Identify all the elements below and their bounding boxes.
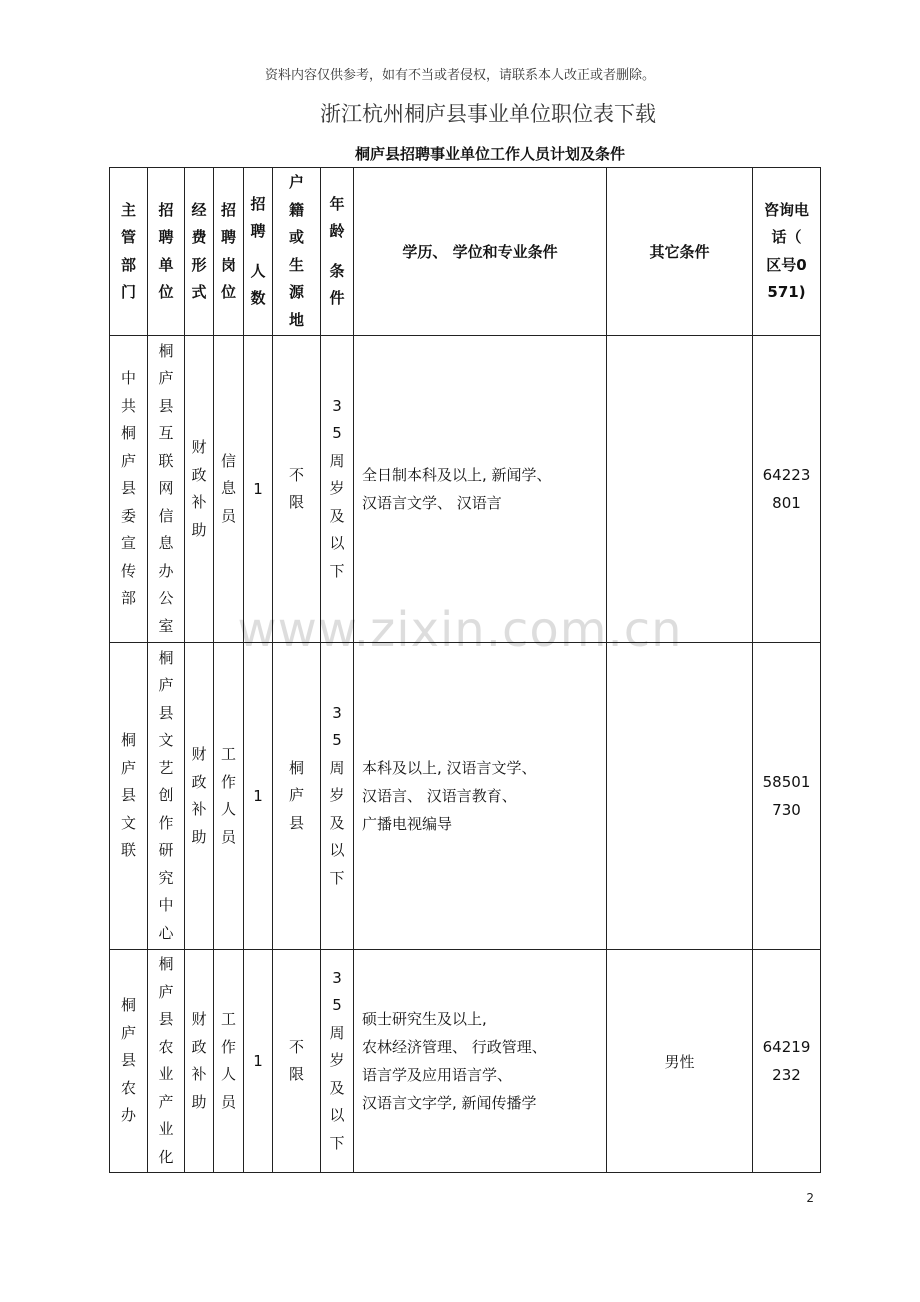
char: 门 <box>120 283 136 301</box>
char: 共 <box>120 396 136 415</box>
char: 补 <box>191 493 207 511</box>
other-cell <box>607 643 753 950</box>
header-age <box>321 168 354 336</box>
char: 周 <box>329 451 345 470</box>
char: 主 <box>120 200 136 219</box>
char: 岁 <box>329 786 345 805</box>
char: 信 <box>158 506 174 525</box>
char: 员 <box>220 1092 236 1111</box>
char: 单 <box>158 255 174 274</box>
text-line: 汉语言文字学, 新闻传播学 <box>362 1094 537 1112</box>
char: 招 <box>220 200 236 219</box>
watermark: www.zixin.com.cn <box>237 602 683 658</box>
char: 3 <box>332 703 342 722</box>
dept-cell <box>110 950 148 1173</box>
char: 形 <box>191 255 207 274</box>
char: 庐 <box>288 786 304 805</box>
char: 岁 <box>329 1051 345 1070</box>
char: 费 <box>191 228 207 246</box>
char: 周 <box>329 758 345 777</box>
char: 管 <box>120 228 136 246</box>
char: 联 <box>158 451 174 470</box>
char: 及 <box>329 1078 345 1097</box>
char: 招 <box>158 200 174 219</box>
post-cell <box>214 643 244 950</box>
char: 县 <box>120 1051 136 1070</box>
text-line: 农林经济管理、 行政管理、 <box>362 1038 547 1056</box>
text-line: 话（ <box>771 228 802 246</box>
char: 3 <box>332 396 342 415</box>
char: 庐 <box>158 676 174 695</box>
char: 办 <box>120 1106 136 1125</box>
funding-cell <box>185 643 214 950</box>
text-line: 全日制本科及以上, 新闻学、 <box>362 466 552 484</box>
text-line: 58501 <box>762 773 811 791</box>
char: 员 <box>220 827 236 846</box>
char: 5 <box>332 731 342 750</box>
phone-cell <box>753 336 821 643</box>
char: 息 <box>220 479 236 498</box>
char: 数 <box>250 289 266 307</box>
age-cell <box>321 950 354 1173</box>
char: 户 <box>288 173 304 191</box>
char: 财 <box>191 438 207 456</box>
count-cell: 1 <box>244 950 273 1173</box>
char: 县 <box>120 479 136 498</box>
char: 5 <box>332 424 342 443</box>
char: 政 <box>191 772 207 791</box>
other-cell: 男性 <box>607 950 753 1173</box>
char: 或 <box>288 228 304 246</box>
phone-cell <box>753 950 821 1173</box>
count-cell: 1 <box>244 336 273 643</box>
header-dept <box>110 168 148 336</box>
char: 桐 <box>120 996 136 1015</box>
char: 农 <box>120 1078 136 1097</box>
char: 艺 <box>158 758 174 777</box>
char: 籍 <box>288 200 304 219</box>
char: 中 <box>158 896 174 915</box>
page-title: 浙江杭州桐庐县事业单位职位表下载 <box>320 102 656 126</box>
origin-cell <box>273 336 321 643</box>
char: 件 <box>329 289 345 307</box>
char: 创 <box>158 786 174 805</box>
char: 及 <box>329 506 345 525</box>
char: 补 <box>191 1065 207 1083</box>
header-unit <box>148 168 185 336</box>
char: 信 <box>220 451 236 470</box>
char: 政 <box>191 1037 207 1056</box>
char: 办 <box>158 561 174 580</box>
char: 不 <box>288 1037 304 1056</box>
char: 生 <box>288 255 304 274</box>
char: 限 <box>288 493 304 511</box>
post-cell <box>214 336 244 643</box>
char: 中 <box>120 369 136 388</box>
char: 以 <box>329 1106 345 1125</box>
char: 人 <box>220 1065 236 1083</box>
char: 农 <box>158 1037 174 1056</box>
char: 产 <box>158 1092 174 1111</box>
char: 招 <box>250 194 266 213</box>
char: 桐 <box>288 758 304 777</box>
char: 助 <box>191 1092 207 1111</box>
funding-cell <box>185 950 214 1173</box>
char: 文 <box>120 813 136 832</box>
text-line: 汉语言、 汉语言教育、 <box>362 787 517 805</box>
age-cell <box>321 643 354 950</box>
char: 位 <box>158 283 174 301</box>
char: 研 <box>158 841 174 860</box>
char: 周 <box>329 1023 345 1042</box>
page-number: 2 <box>806 1191 814 1205</box>
char: 5 <box>332 996 342 1015</box>
char: 下 <box>329 561 345 580</box>
char: 及 <box>329 813 345 832</box>
char: 作 <box>158 813 174 832</box>
text-line: 801 <box>772 494 801 512</box>
header-phone <box>753 168 821 336</box>
char: 桐 <box>158 955 174 973</box>
char: 庐 <box>120 1023 136 1042</box>
char: 县 <box>120 786 136 805</box>
text-line: 硕士研究生及以上, <box>362 1010 487 1028</box>
char: 工 <box>220 1010 236 1028</box>
other-cell <box>607 336 753 643</box>
table-row <box>110 950 821 1173</box>
phone-cell <box>753 643 821 950</box>
post-cell <box>214 950 244 1173</box>
char: 庐 <box>158 369 174 388</box>
char: 财 <box>191 745 207 763</box>
text-line: 语言学及应用语言学、 <box>362 1066 513 1084</box>
char: 不 <box>288 465 304 484</box>
dept-cell <box>110 643 148 950</box>
char: 源 <box>288 283 304 301</box>
char: 庐 <box>158 982 174 1001</box>
text-line: 本科及以上, 汉语言文学、 <box>362 759 537 777</box>
char: 部 <box>120 589 136 608</box>
table-row <box>110 643 821 950</box>
education-cell <box>354 950 607 1173</box>
char: 室 <box>158 616 174 635</box>
char: 桐 <box>120 731 136 750</box>
char: 传 <box>120 561 136 580</box>
char: 补 <box>191 800 207 818</box>
unit-cell <box>148 643 185 950</box>
text-line: 咨询电 <box>763 200 809 219</box>
char: 聘 <box>220 228 236 246</box>
disclaimer-text: 资料内容仅供参考，如有不当或者侵权，请联系本人改正或者删除。 <box>264 68 655 83</box>
char: 作 <box>220 772 236 791</box>
header-origin <box>273 168 321 336</box>
education-cell <box>354 643 607 950</box>
char: 网 <box>158 479 174 498</box>
char: 员 <box>220 506 236 525</box>
char: 化 <box>158 1147 174 1166</box>
text-line: 730 <box>772 801 801 819</box>
header-post <box>214 168 244 336</box>
char: 人 <box>250 261 266 280</box>
char: 委 <box>120 506 136 525</box>
dept-cell <box>110 336 148 643</box>
header-count <box>244 168 273 336</box>
char: 心 <box>158 923 174 942</box>
text-line: 区号0 <box>766 255 807 274</box>
char: 联 <box>120 841 136 860</box>
text-line: 232 <box>772 1066 801 1084</box>
char: 助 <box>191 827 207 846</box>
char: 业 <box>158 1120 174 1138</box>
text-line: 汉语言文学、 汉语言 <box>362 494 502 512</box>
count-cell: 1 <box>244 643 273 950</box>
text-line: 64219 <box>762 1038 811 1056</box>
origin-cell <box>273 950 321 1173</box>
header-funding <box>185 168 214 336</box>
char: 政 <box>191 465 207 484</box>
char: 县 <box>288 813 304 832</box>
char: 人 <box>220 800 236 818</box>
origin-cell <box>273 643 321 950</box>
char: 县 <box>158 1010 174 1028</box>
funding-cell <box>185 336 214 643</box>
char: 公 <box>158 589 174 608</box>
char: 县 <box>158 703 174 722</box>
text-line: 571) <box>767 283 806 301</box>
header-education: 学历、 学位和专业条件 <box>354 168 607 336</box>
char: 下 <box>329 1133 345 1152</box>
char: 宣 <box>120 534 136 553</box>
char: 聘 <box>250 222 266 240</box>
char: 下 <box>329 868 345 887</box>
char: 作 <box>220 1037 236 1056</box>
table-row <box>110 336 821 643</box>
char: 年 <box>329 194 345 213</box>
education-cell <box>354 336 607 643</box>
char: 工 <box>220 745 236 763</box>
positions-table <box>109 167 821 1173</box>
text-line: 广播电视编导 <box>362 815 453 833</box>
char: 龄 <box>329 222 345 240</box>
char: 庐 <box>120 758 136 777</box>
char: 财 <box>191 1010 207 1028</box>
char: 位 <box>220 283 236 301</box>
char: 息 <box>158 534 174 553</box>
char: 县 <box>158 396 174 415</box>
char: 岁 <box>329 479 345 498</box>
char: 互 <box>158 424 174 443</box>
char: 经 <box>191 200 207 219</box>
char: 桐 <box>120 424 136 443</box>
char: 庐 <box>120 451 136 470</box>
char: 地 <box>288 310 304 329</box>
char: 限 <box>288 1065 304 1083</box>
char: 条 <box>329 261 345 280</box>
unit-cell <box>148 950 185 1173</box>
unit-cell <box>148 336 185 643</box>
text-line: 64223 <box>762 466 811 484</box>
table-title: 桐庐县招聘事业单位工作人员计划及条件 <box>354 145 625 163</box>
char: 桐 <box>158 341 174 360</box>
char: 聘 <box>158 228 174 246</box>
char: 业 <box>158 1065 174 1083</box>
char: 以 <box>329 841 345 860</box>
char: 桐 <box>158 648 174 667</box>
char: 式 <box>191 283 207 301</box>
char: 文 <box>158 731 174 750</box>
char: 部 <box>120 255 136 274</box>
header-other: 其它条件 <box>607 168 753 336</box>
char: 以 <box>329 534 345 553</box>
char: 究 <box>158 868 174 887</box>
char: 助 <box>191 520 207 539</box>
age-cell <box>321 336 354 643</box>
char: 3 <box>332 968 342 987</box>
table-header-row <box>110 168 821 336</box>
char: 岗 <box>220 255 236 274</box>
